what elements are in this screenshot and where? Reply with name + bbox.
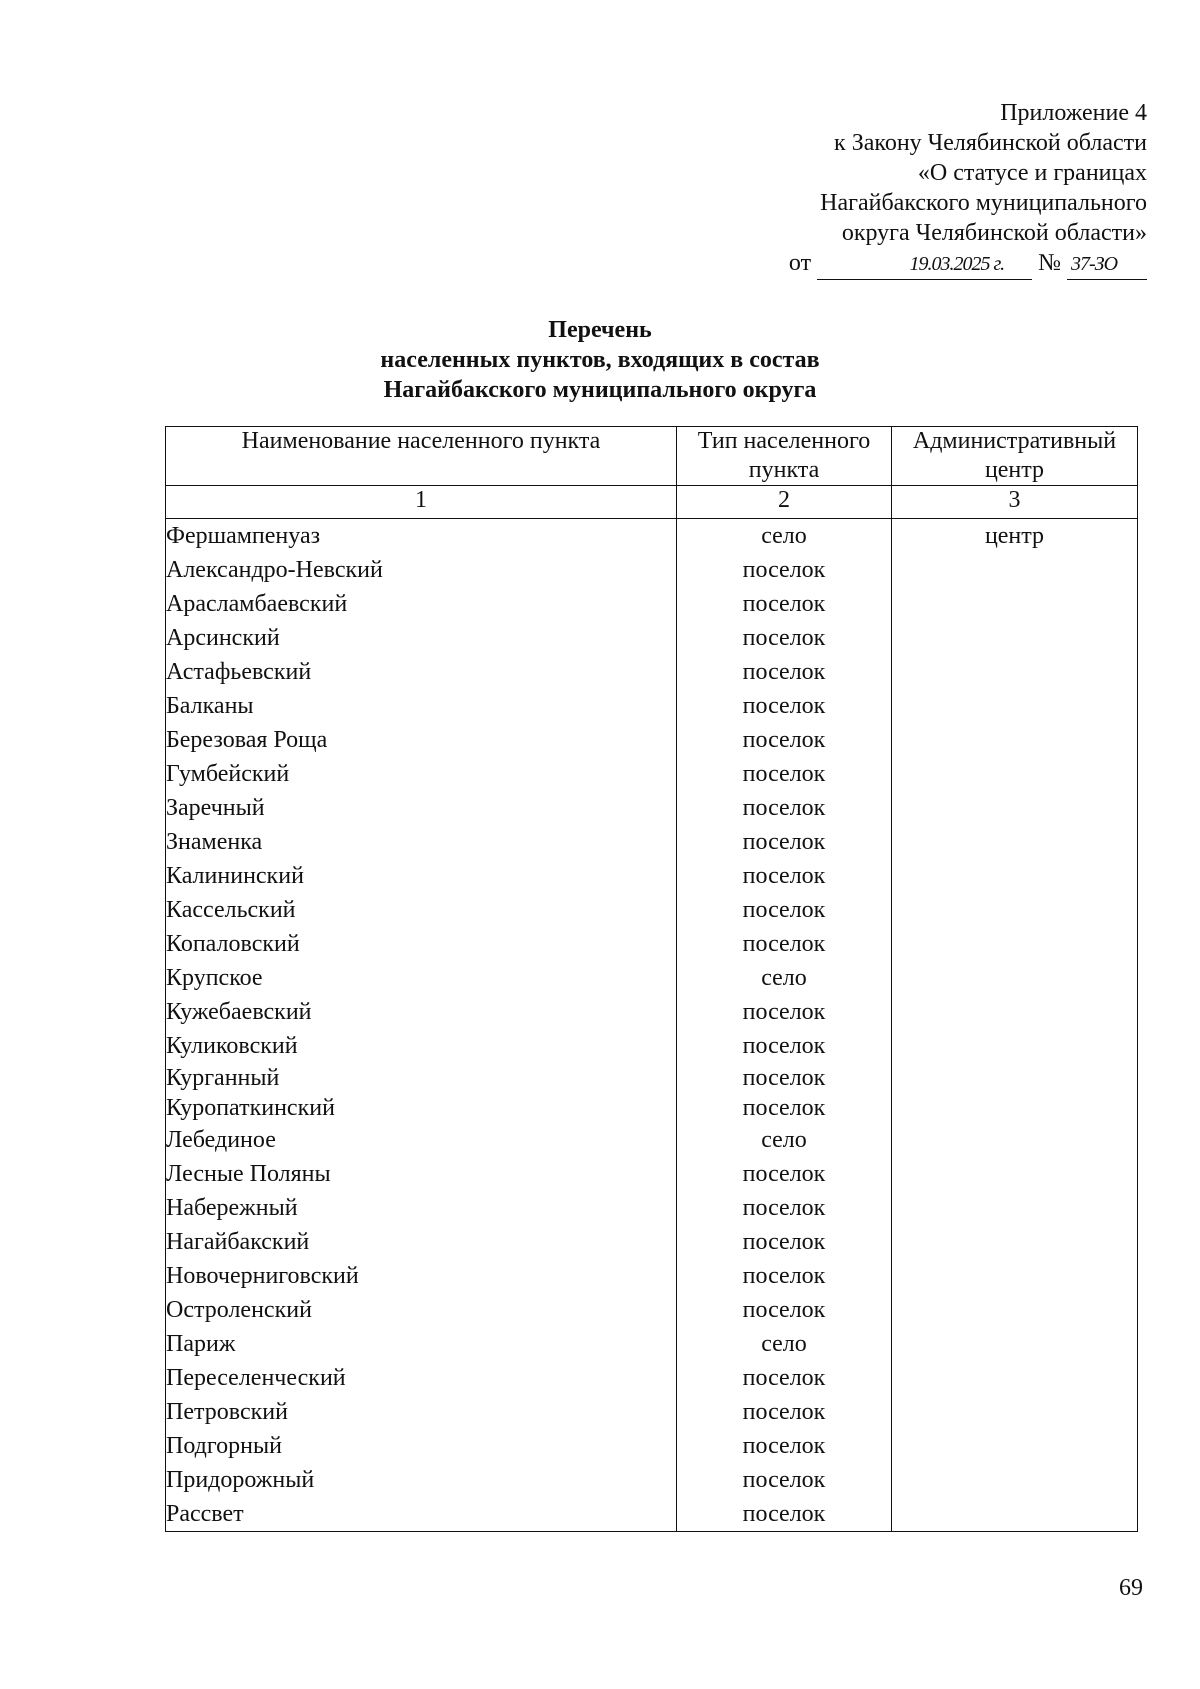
settlements-table [165,426,1138,1532]
table-row [166,927,1138,961]
settlement-name: Куликовский [166,1029,677,1063]
settlement-name: Александро-Невский [166,553,677,587]
settlement-center [892,1497,1138,1532]
settlement-center [892,1191,1138,1225]
settlement-center [892,961,1138,995]
table-row [166,519,1138,554]
settlement-type: поселок [677,859,892,893]
settlement-center [892,825,1138,859]
settlement-type: поселок [677,689,892,723]
settlement-center [892,1395,1138,1429]
settlement-name: Крупское [166,961,677,995]
document-title [0,315,1200,405]
settlement-name: Придорожный [166,1463,677,1497]
table-row [166,1029,1138,1063]
table-row [166,1463,1138,1497]
table-row [166,1327,1138,1361]
settlement-type: поселок [677,1063,892,1093]
settlement-center [892,1361,1138,1395]
table-row [166,1157,1138,1191]
title-line-2: населенных пунктов, входящих в состав [380,347,820,373]
appendix-law-name-1: «О статусе и границах [917,160,1147,186]
settlement-type: село [677,519,892,554]
settlement-type: поселок [677,791,892,825]
header-type: Тип населенного пункта [677,427,892,486]
settlement-name: Арсинский [166,621,677,655]
settlement-type: поселок [677,1191,892,1225]
settlement-center [892,893,1138,927]
table-row [166,553,1138,587]
settlement-name: Набережный [166,1191,677,1225]
settlement-type: поселок [677,1225,892,1259]
settlement-center [892,791,1138,825]
settlement-type: поселок [677,621,892,655]
column-number-1: 1 [166,486,677,519]
settlement-name: Новочерниговский [166,1259,677,1293]
header-name: Наименование населенного пункта [166,427,677,486]
date-prefix: от [788,250,812,276]
settlement-name: Рассвет [166,1497,677,1532]
table-row [166,1191,1138,1225]
settlement-type: поселок [677,1361,892,1395]
number-prefix: № [1038,250,1061,276]
settlement-name: Заречный [166,791,677,825]
settlement-type: село [677,1123,892,1157]
settlement-center [892,1029,1138,1063]
table-row [166,1225,1138,1259]
settlement-name: Фершампенуаз [166,519,677,554]
table-row [166,1497,1138,1532]
page-number: 69 [1119,1575,1143,1601]
settlement-type: поселок [677,995,892,1029]
title-line-3: Нагайбакского муниципального округа [383,377,817,403]
table-row [166,1259,1138,1293]
settlement-center [892,1259,1138,1293]
settlement-name: Знаменка [166,825,677,859]
number-value: 37-ЗО [1067,249,1147,280]
settlement-type: поселок [677,587,892,621]
settlement-type: поселок [677,1259,892,1293]
settlement-center [892,587,1138,621]
settlement-name: Париж [166,1327,677,1361]
table-row [166,893,1138,927]
settlement-center [892,689,1138,723]
header-center: Административный центр [892,427,1138,486]
settlement-name: Арасламбаевский [166,587,677,621]
settlement-center [892,1225,1138,1259]
settlement-type: поселок [677,1463,892,1497]
settlement-name: Петровский [166,1395,677,1429]
settlement-name: Березовая Роща [166,723,677,757]
table-row [166,655,1138,689]
settlement-name: Лесные Поляны [166,1157,677,1191]
settlement-center [892,1429,1138,1463]
table-row [166,1293,1138,1327]
date-value: 19.03.2025 г. [817,249,1032,280]
settlement-type: поселок [677,1093,892,1123]
settlement-name: Копаловский [166,927,677,961]
settlement-type: поселок [677,553,892,587]
appendix-law-ref: к Закону Челябинской области [834,130,1147,156]
settlement-type: поселок [677,723,892,757]
settlement-type: поселок [677,825,892,859]
settlement-type: село [677,1327,892,1361]
table-row [166,825,1138,859]
title-line-1: Перечень [548,317,652,343]
settlement-name: Курганный [166,1063,677,1093]
column-number-3: 3 [892,486,1138,519]
settlement-name: Подгорный [166,1429,677,1463]
settlement-type: поселок [677,893,892,927]
table-row [166,587,1138,621]
settlement-name: Кужебаевский [166,995,677,1029]
settlement-center [892,655,1138,689]
appendix-title: Приложение 4 [1000,100,1147,126]
settlement-center [892,1463,1138,1497]
table-row [166,689,1138,723]
settlement-type: поселок [677,1429,892,1463]
settlement-type: поселок [677,1157,892,1191]
table-row [166,995,1138,1029]
settlement-name: Куропаткинский [166,1093,677,1123]
settlement-center [892,1157,1138,1191]
settlement-name: Астафьевский [166,655,677,689]
settlement-name: Нагайбакский [166,1225,677,1259]
settlement-type: поселок [677,1293,892,1327]
table-header-row [166,427,1138,486]
settlement-center [892,995,1138,1029]
settlement-name: Остроленский [166,1293,677,1327]
table-row [166,1123,1138,1157]
settlement-center [892,1123,1138,1157]
settlement-name: Калининский [166,859,677,893]
settlement-type: поселок [677,1395,892,1429]
settlement-center [892,859,1138,893]
table-row [166,859,1138,893]
settlement-center [892,723,1138,757]
settlement-type: поселок [677,757,892,791]
settlement-name: Гумбейский [166,757,677,791]
settlement-name: Балканы [166,689,677,723]
settlement-type: поселок [677,655,892,689]
table-row [166,1063,1138,1093]
settlement-center [892,927,1138,961]
table-row [166,621,1138,655]
settlement-type: поселок [677,927,892,961]
appendix-law-name-3: округа Челябинской области» [841,220,1147,246]
table-row [166,1395,1138,1429]
settlement-name: Кассельский [166,893,677,927]
settlement-name: Переселенческий [166,1361,677,1395]
settlement-center [892,621,1138,655]
table-row [166,723,1138,757]
settlement-name: Лебединое [166,1123,677,1157]
appendix-law-name-2: Нагайбакского муниципального [820,190,1147,216]
table-row [166,961,1138,995]
settlement-center [892,757,1138,791]
table-row [166,1361,1138,1395]
settlement-center [892,553,1138,587]
settlement-center [892,1063,1138,1093]
table-row [166,757,1138,791]
table-row [166,791,1138,825]
settlement-center [892,1327,1138,1361]
table-row [166,1429,1138,1463]
appendix-date-line [789,248,1147,280]
settlement-center [892,1293,1138,1327]
appendix-block [789,98,1147,280]
settlement-type: село [677,961,892,995]
settlement-center [892,1093,1138,1123]
settlement-center: центр [892,519,1138,554]
settlement-type: поселок [677,1029,892,1063]
settlement-type: поселок [677,1497,892,1532]
column-number-2: 2 [677,486,892,519]
column-number-row [166,486,1138,519]
table-row [166,1093,1138,1123]
